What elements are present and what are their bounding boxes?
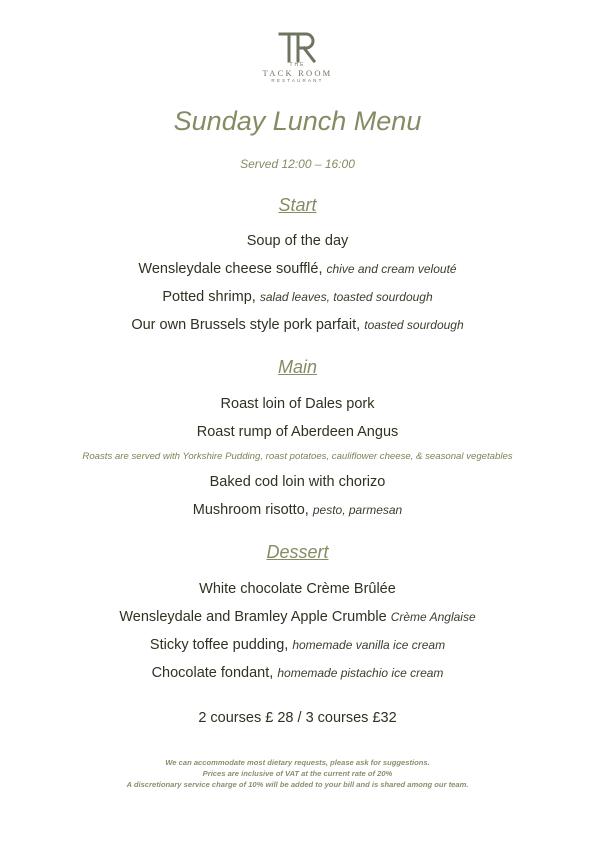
menu-item-name: Roast rump of Aberdeen Angus	[196, 424, 399, 440]
menu-item-name: Potted shrimp	[162, 289, 252, 305]
menu-item-name: Our own Brussels style pork parfait	[131, 317, 357, 333]
menu-item-name: Wensleydale and Bramley Apple Crumble	[119, 609, 387, 625]
menu-item	[0, 396, 595, 412]
menu-item: Wensleydale cheese soufflé, chive and cream velouté	[138, 261, 457, 277]
menu-item	[0, 233, 595, 249]
menu-item-name: Wensleydale cheese soufflé	[138, 261, 319, 277]
roast-note: Roasts are served with Yorkshire Pudding, roast potatoes, cauliflower cheese, & seasonal vegetables	[82, 451, 513, 462]
menu-item	[0, 581, 595, 597]
menu-item-description: homemade vanilla ice cream	[292, 638, 446, 652]
menu-item-name: Mushroom risotto	[192, 502, 305, 518]
menu-title: Sunday Lunch Menu	[173, 106, 422, 136]
price-separator: /	[297, 710, 302, 726]
menu-item-description: toasted sourdough	[364, 318, 464, 332]
menu-item-description: salad leaves, toasted sourdough	[259, 290, 433, 304]
two-courses-price: £ 28	[265, 710, 294, 726]
menu-item	[0, 609, 595, 625]
dietary-note: We can accommodate most dietary requests, please ask for suggestions.	[165, 758, 430, 767]
section-heading-dessert: Dessert	[266, 542, 329, 562]
served-times: Served 12:00 – 16:00	[240, 157, 355, 171]
three-courses-price: £32	[372, 710, 397, 726]
course-prices	[0, 710, 595, 726]
menu-item: Our own Brussels style pork parfait, toasted sourdough	[131, 317, 464, 333]
logo-the-text: THE	[289, 62, 306, 68]
menu-item: Chocolate fondant, homemade pistachio ice cream	[151, 665, 444, 681]
footer-notes	[0, 757, 595, 790]
menu-item-description: Crème Anglaise	[390, 610, 476, 624]
menu-item	[0, 424, 595, 440]
section-heading-main: Main	[277, 357, 317, 377]
logo-sub-text: RESTAURANT	[271, 78, 324, 83]
menu-item: Sticky toffee pudding, homemade vanilla ice cream	[149, 637, 446, 653]
menu-item-name: Roast loin of Dales pork	[220, 396, 375, 412]
menu-item-description: homemade pistachio ice cream	[277, 666, 444, 680]
menu-item	[0, 474, 595, 490]
menu-item-name: White chocolate Crème Brûlée	[199, 581, 396, 597]
three-courses-label: 3 courses	[305, 710, 369, 726]
menu-item-name: Baked cod loin with chorizo	[209, 474, 386, 490]
menu-item-name: Soup of the day	[246, 233, 349, 249]
menu-item-description: pesto, parmesan	[312, 503, 403, 517]
restaurant-logo	[0, 30, 595, 83]
menu-item: Potted shrimp, salad leaves, toasted sourdough	[162, 289, 433, 305]
section-heading-start: Start	[278, 195, 317, 215]
menu-item: Mushroom risotto, pesto, parmesan	[192, 502, 403, 518]
service-charge-note: A discretionary service charge of 10% will be added to your bill and is shared among our team.	[126, 780, 469, 789]
tr-monogram-icon	[278, 30, 318, 64]
menu-item-name: Sticky toffee pudding	[149, 637, 285, 653]
two-courses-label: 2 courses	[198, 710, 262, 726]
menu-item-description: chive and cream velouté	[326, 262, 457, 276]
logo-name-text: TACK ROOM	[262, 68, 333, 78]
vat-note: Prices are inclusive of VAT at the current rate of 20%	[202, 769, 393, 778]
menu-item-name: Chocolate fondant	[151, 665, 270, 681]
